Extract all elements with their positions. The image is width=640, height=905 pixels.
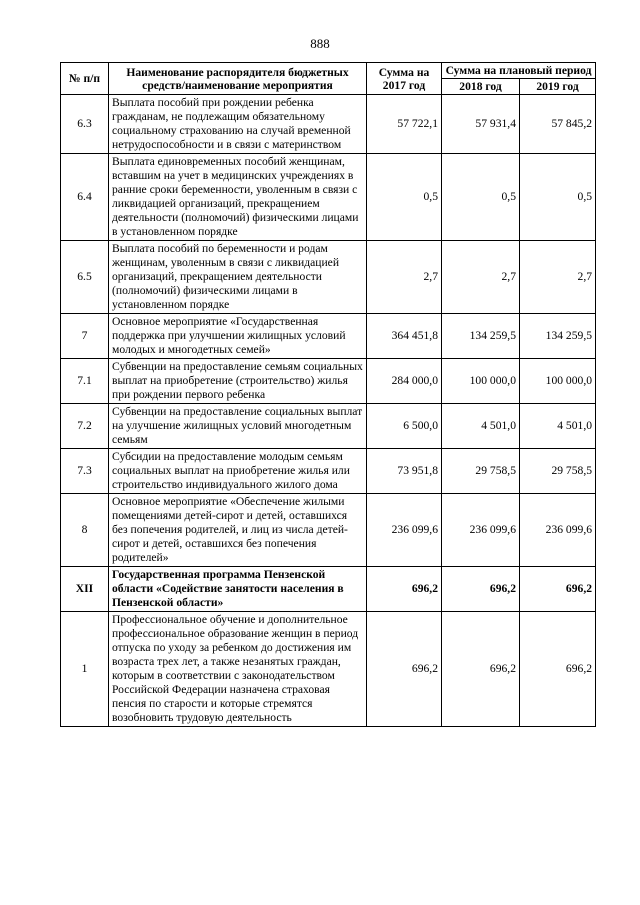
header-2018: 2018 год bbox=[442, 79, 520, 95]
row-sum-2018: 100 000,0 bbox=[442, 359, 520, 404]
page-number: 888 bbox=[310, 36, 330, 51]
row-sum-2018: 2,7 bbox=[442, 241, 520, 314]
header-name: Наименование распорядителя бюджетных средств/наименование мероприятия bbox=[109, 63, 367, 95]
table-row bbox=[61, 449, 596, 494]
row-sum-2018: 29 758,5 bbox=[442, 449, 520, 494]
row-sum-2017: 364 451,8 bbox=[367, 314, 442, 359]
row-number: 7.2 bbox=[61, 404, 109, 449]
row-sum-2017: 57 722,1 bbox=[367, 95, 442, 154]
row-sum-2019: 4 501,0 bbox=[520, 404, 596, 449]
row-sum-2018: 696,2 bbox=[442, 567, 520, 612]
header-num: № п/п bbox=[61, 63, 109, 95]
row-sum-2017: 284 000,0 bbox=[367, 359, 442, 404]
row-sum-2019: 29 758,5 bbox=[520, 449, 596, 494]
row-sum-2017: 696,2 bbox=[367, 612, 442, 727]
row-sum-2017: 6 500,0 bbox=[367, 404, 442, 449]
table-row bbox=[61, 612, 596, 727]
row-sum-2019: 57 845,2 bbox=[520, 95, 596, 154]
row-number: 7.3 bbox=[61, 449, 109, 494]
table-row bbox=[61, 567, 596, 612]
row-sum-2017: 73 951,8 bbox=[367, 449, 442, 494]
row-name: Субсидии на предоставление молодым семьям социальных выплат на приобретение жилья или строительство индивидуального жилого дома bbox=[109, 449, 367, 494]
row-number: XII bbox=[61, 567, 109, 612]
row-name: Профессиональное обучение и дополнительное профессиональное образование женщин в период отпуска по уходу за ребенком до достижения им возраста трех лет, а также незанятых граждан, которым в соответствии с законодательством Российской Федерации назначена страховая пенсия по старости и которые стремятся возобновить трудовую деятельность bbox=[109, 612, 367, 727]
row-sum-2019: 134 259,5 bbox=[520, 314, 596, 359]
header-sum-2017: Сумма на 2017 год bbox=[367, 63, 442, 95]
row-number: 8 bbox=[61, 494, 109, 567]
row-sum-2019: 0,5 bbox=[520, 154, 596, 241]
row-sum-2017: 236 099,6 bbox=[367, 494, 442, 567]
row-name: Выплата пособий при рождении ребенка гражданам, не подлежащим обязательному социальному страхованию на случай временной нетрудоспособности и в связи с материнством bbox=[109, 95, 367, 154]
row-sum-2019: 696,2 bbox=[520, 612, 596, 727]
row-sum-2018: 57 931,4 bbox=[442, 95, 520, 154]
row-sum-2017: 2,7 bbox=[367, 241, 442, 314]
row-name: Основное мероприятие «Обеспечение жилыми помещениями детей-сирот и детей, оставшихся без попечения родителей, и лиц из числа детей-сирот и детей, оставшихся без попечения родителей» bbox=[109, 494, 367, 567]
row-sum-2018: 134 259,5 bbox=[442, 314, 520, 359]
row-sum-2018: 0,5 bbox=[442, 154, 520, 241]
row-sum-2018: 4 501,0 bbox=[442, 404, 520, 449]
row-sum-2017: 696,2 bbox=[367, 567, 442, 612]
row-name: Субвенции на предоставление социальных выплат на улучшение жилищных условий многодетным семьям bbox=[109, 404, 367, 449]
row-sum-2018: 236 099,6 bbox=[442, 494, 520, 567]
row-name: Основное мероприятие «Государственная поддержка при улучшении жилищных условий молодых и многодетных семей» bbox=[109, 314, 367, 359]
row-number: 7.1 bbox=[61, 359, 109, 404]
row-number: 1 bbox=[61, 612, 109, 727]
row-number: 7 bbox=[61, 314, 109, 359]
row-number: 6.5 bbox=[61, 241, 109, 314]
row-sum-2017: 0,5 bbox=[367, 154, 442, 241]
header-planned-period: Сумма на плановый период bbox=[442, 63, 596, 79]
header-2019: 2019 год bbox=[520, 79, 596, 95]
table-row bbox=[61, 95, 596, 154]
row-name: Выплата пособий по беременности и родам женщинам, уволенным в связи с ликвидацией организаций, прекращением деятельности (полномочий) физическими лицами в установленном порядке bbox=[109, 241, 367, 314]
budget-table bbox=[60, 62, 596, 727]
table-row bbox=[61, 404, 596, 449]
row-sum-2019: 100 000,0 bbox=[520, 359, 596, 404]
table-row bbox=[61, 154, 596, 241]
header-row bbox=[61, 63, 596, 79]
row-sum-2019: 2,7 bbox=[520, 241, 596, 314]
table-row bbox=[61, 494, 596, 567]
row-sum-2019: 236 099,6 bbox=[520, 494, 596, 567]
table-row bbox=[61, 359, 596, 404]
row-name: Выплата единовременных пособий женщинам, вставшим на учет в медицинских учреждениях в ранние сроки беременности, уволенным в связи с ликвидацией организаций, прекращением деятельности (полномочий) физическими лицами в установленном порядке bbox=[109, 154, 367, 241]
row-number: 6.3 bbox=[61, 95, 109, 154]
table-row bbox=[61, 314, 596, 359]
row-name: Субвенции на предоставление семьям социальных выплат на приобретение (строительство) жилья при рождении первого ребенка bbox=[109, 359, 367, 404]
row-sum-2018: 696,2 bbox=[442, 612, 520, 727]
row-sum-2019: 696,2 bbox=[520, 567, 596, 612]
row-name: Государственная программа Пензенской области «Содействие занятости населения в Пензенской области» bbox=[109, 567, 367, 612]
row-number: 6.4 bbox=[61, 154, 109, 241]
table-row bbox=[61, 241, 596, 314]
